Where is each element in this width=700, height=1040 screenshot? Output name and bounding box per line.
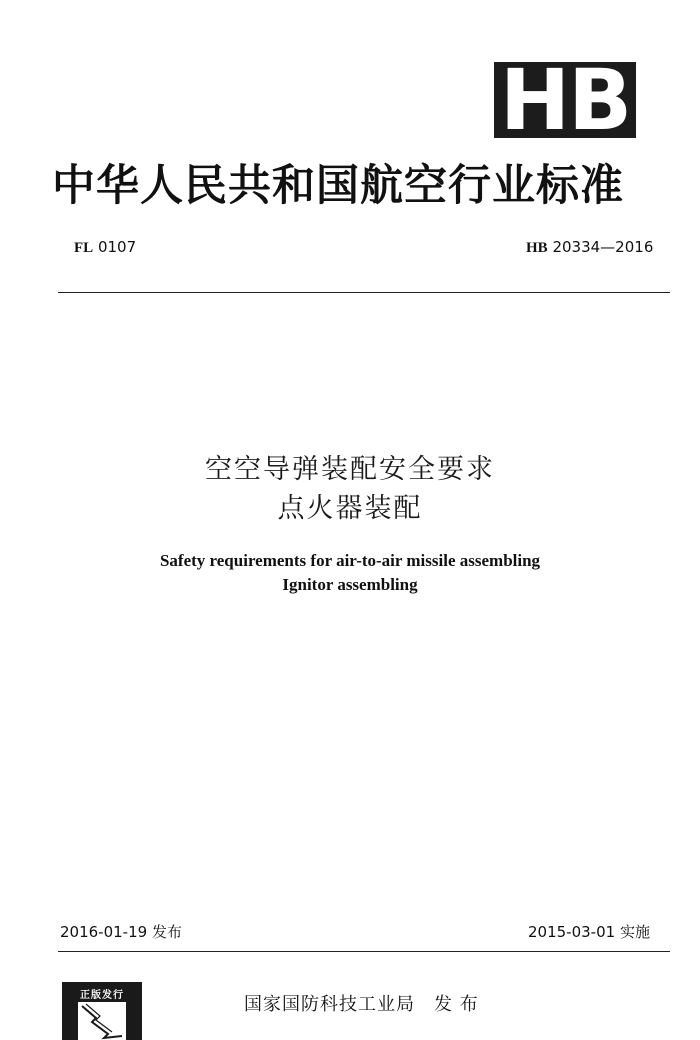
title-en-main: Safety requirements for air-to-air missile assembling: [159, 551, 541, 570]
footer-divider: [58, 951, 670, 952]
publisher: 国家国防科技工业局 发 布: [244, 994, 479, 1015]
classification-prefix: FL: [74, 240, 94, 256]
title-en-sub: Ignitor assembling: [282, 575, 418, 594]
title-zh-main: 空空导弹装配安全要求: [205, 454, 495, 485]
implementation-date: 2015-03-01 实施: [528, 923, 650, 941]
hb-logo: HB: [494, 62, 636, 138]
standard-organization-title: 中华人民共和国航空行业标准: [52, 161, 624, 211]
genuine-edition-stamp-icon: [62, 982, 142, 1040]
header-divider: [58, 292, 670, 293]
title-zh-sub: 点火器装配: [277, 493, 423, 524]
stamp-label: 正版发行: [80, 990, 124, 1001]
classification-number: 0107: [97, 238, 137, 256]
stamp-lightning-icon: [78, 1002, 126, 1040]
classification-code: [74, 238, 136, 257]
standard-number: [526, 238, 653, 257]
issue-date: 2016-01-19 发布: [60, 923, 182, 941]
standard-number-value: 20334—2016: [552, 238, 654, 256]
standard-prefix: HB: [526, 240, 548, 256]
stamp-emblem: [78, 1002, 126, 1040]
